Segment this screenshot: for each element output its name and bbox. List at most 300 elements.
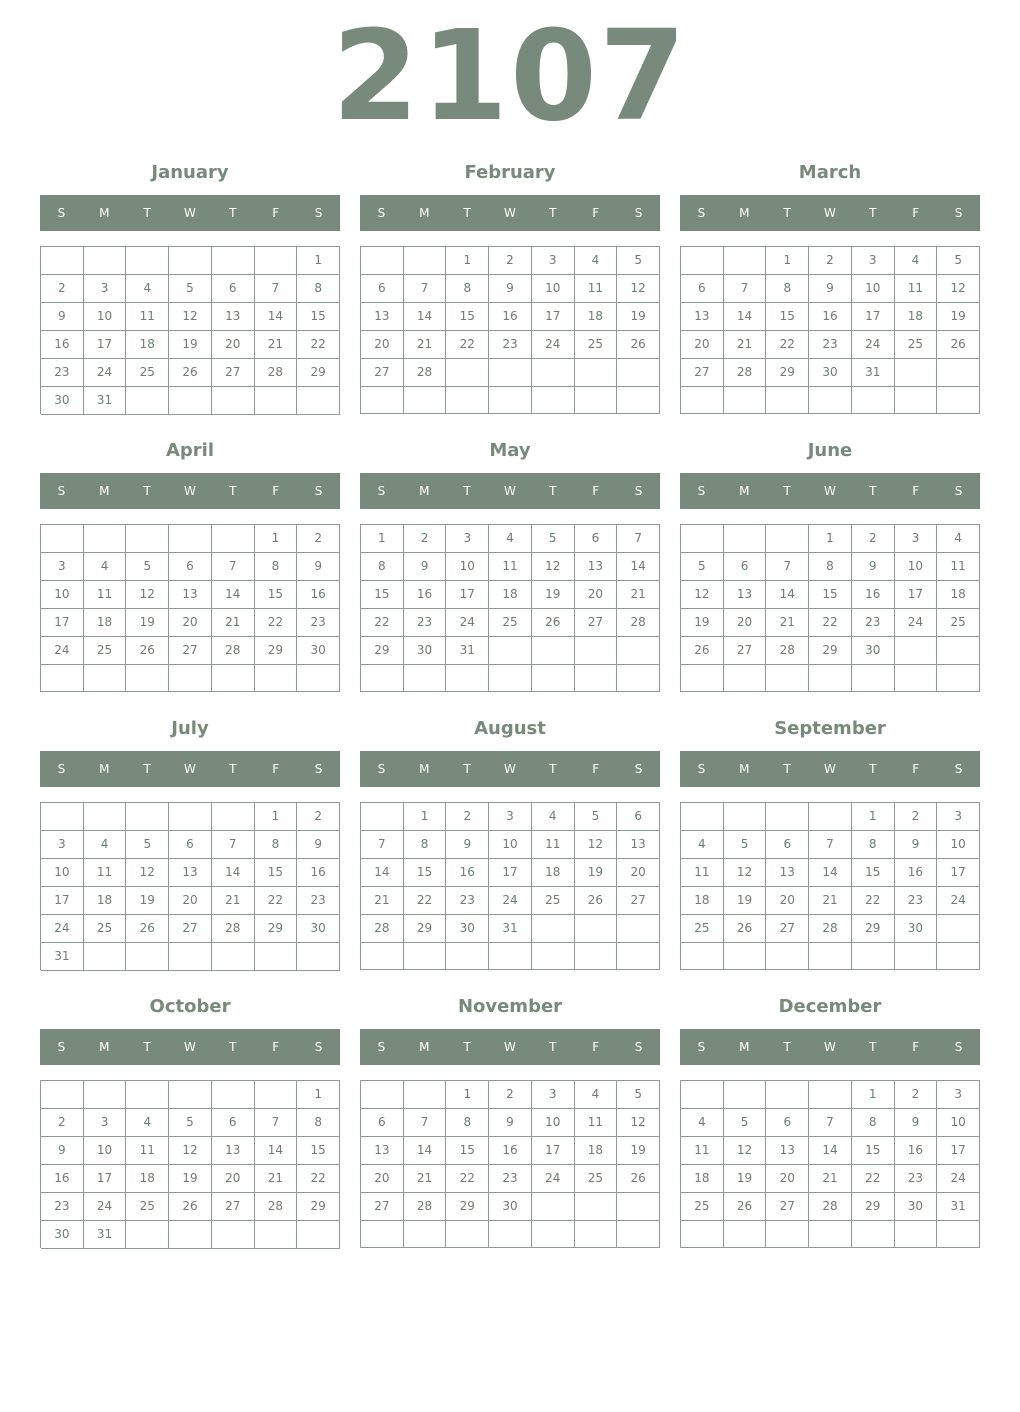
empty-cell xyxy=(681,1081,724,1109)
day-cell: 15 xyxy=(852,859,895,887)
day-cell: 28 xyxy=(212,915,255,943)
day-cell: 14 xyxy=(255,303,298,331)
day-cell: 5 xyxy=(575,803,618,831)
day-cell: 11 xyxy=(489,553,532,581)
weekday-label: F xyxy=(592,762,600,776)
month-name: August xyxy=(474,718,546,739)
day-cell: 4 xyxy=(575,1081,618,1109)
day-cell: 23 xyxy=(41,359,84,387)
day-grid xyxy=(40,802,340,970)
empty-cell xyxy=(255,665,298,692)
day-cell: 10 xyxy=(937,831,980,859)
day-cell: 21 xyxy=(404,331,447,359)
weekday-label: T xyxy=(783,206,791,220)
empty-cell xyxy=(724,665,767,692)
day-grid xyxy=(40,246,340,414)
empty-cell xyxy=(681,247,724,275)
empty-cell xyxy=(575,637,618,665)
day-cell: 1 xyxy=(297,247,340,275)
day-cell: 30 xyxy=(41,1221,84,1249)
empty-cell xyxy=(212,1081,255,1109)
weekday-label: W xyxy=(824,762,836,776)
day-cell: 7 xyxy=(404,275,447,303)
weekday-header xyxy=(360,1029,660,1065)
day-cell: 5 xyxy=(681,553,724,581)
day-cell: 17 xyxy=(489,859,532,887)
day-cell: 24 xyxy=(41,637,84,665)
empty-cell xyxy=(169,665,212,692)
day-cell: 4 xyxy=(575,247,618,275)
day-cell: 19 xyxy=(617,303,660,331)
day-cell: 19 xyxy=(681,609,724,637)
weekday-label: F xyxy=(272,206,280,220)
weekday-label: S xyxy=(697,1040,706,1054)
weekday-label: S xyxy=(954,206,963,220)
weekday-label: T xyxy=(463,1040,471,1054)
empty-cell xyxy=(212,1221,255,1249)
day-cell: 10 xyxy=(84,1137,127,1165)
empty-cell xyxy=(937,359,980,387)
day-cell: 22 xyxy=(255,887,298,915)
empty-cell xyxy=(681,943,724,970)
day-cell: 20 xyxy=(766,1165,809,1193)
day-cell: 3 xyxy=(895,525,938,553)
day-cell: 12 xyxy=(126,581,169,609)
empty-cell xyxy=(489,943,532,970)
day-cell: 26 xyxy=(532,609,575,637)
day-cell: 29 xyxy=(766,359,809,387)
empty-cell xyxy=(255,1081,298,1109)
empty-cell xyxy=(724,1081,767,1109)
empty-cell xyxy=(297,943,340,971)
weekday-label: S xyxy=(314,762,323,776)
day-cell: 17 xyxy=(937,1137,980,1165)
day-cell: 24 xyxy=(937,1165,980,1193)
day-cell: 27 xyxy=(212,359,255,387)
day-cell: 8 xyxy=(361,553,404,581)
day-cell: 18 xyxy=(126,1165,169,1193)
empty-cell xyxy=(169,387,212,415)
day-cell: 27 xyxy=(361,359,404,387)
day-cell: 6 xyxy=(575,525,618,553)
day-cell: 13 xyxy=(361,303,404,331)
empty-cell xyxy=(404,247,447,275)
weekday-label: M xyxy=(739,206,750,220)
empty-cell xyxy=(809,387,852,414)
day-cell: 8 xyxy=(852,831,895,859)
weekday-header xyxy=(360,473,660,509)
day-cell: 10 xyxy=(41,859,84,887)
day-cell: 8 xyxy=(809,553,852,581)
weekday-label: T xyxy=(783,484,791,498)
empty-cell xyxy=(681,665,724,692)
weekday-label: W xyxy=(184,206,196,220)
day-cell: 10 xyxy=(937,1109,980,1137)
day-cell: 9 xyxy=(297,831,340,859)
day-cell: 26 xyxy=(937,331,980,359)
day-cell: 30 xyxy=(446,915,489,943)
day-cell: 15 xyxy=(446,303,489,331)
day-cell: 3 xyxy=(532,1081,575,1109)
day-cell: 8 xyxy=(255,831,298,859)
day-cell: 3 xyxy=(446,525,489,553)
day-cell: 3 xyxy=(937,803,980,831)
day-cell: 13 xyxy=(766,859,809,887)
day-cell: 1 xyxy=(852,803,895,831)
day-cell: 11 xyxy=(681,1137,724,1165)
empty-cell xyxy=(126,247,169,275)
empty-cell xyxy=(724,387,767,414)
empty-cell xyxy=(446,1221,489,1248)
day-cell: 26 xyxy=(169,359,212,387)
day-cell: 18 xyxy=(575,1137,618,1165)
day-cell: 13 xyxy=(681,303,724,331)
day-cell: 13 xyxy=(361,1137,404,1165)
day-cell: 24 xyxy=(446,609,489,637)
weekday-label: S xyxy=(954,762,963,776)
weekday-label: S xyxy=(57,762,66,776)
day-grid xyxy=(680,1080,980,1248)
weekday-header xyxy=(680,473,980,509)
day-cell: 21 xyxy=(361,887,404,915)
empty-cell xyxy=(169,943,212,971)
day-cell: 2 xyxy=(895,1081,938,1109)
day-cell: 30 xyxy=(297,915,340,943)
weekday-label: T xyxy=(229,206,237,220)
weekday-header xyxy=(680,751,980,787)
day-cell: 9 xyxy=(446,831,489,859)
empty-cell xyxy=(809,803,852,831)
day-cell: 16 xyxy=(404,581,447,609)
weekday-label: T xyxy=(229,484,237,498)
day-cell: 16 xyxy=(895,1137,938,1165)
empty-cell xyxy=(212,803,255,831)
day-cell: 26 xyxy=(169,1193,212,1221)
day-cell: 21 xyxy=(809,1165,852,1193)
empty-cell xyxy=(617,943,660,970)
weekday-label: T xyxy=(229,762,237,776)
weekday-label: T xyxy=(783,1040,791,1054)
empty-cell xyxy=(575,915,618,943)
empty-cell xyxy=(489,359,532,387)
empty-cell xyxy=(617,1193,660,1221)
weekday-label: S xyxy=(634,484,643,498)
empty-cell xyxy=(489,637,532,665)
weekday-label: M xyxy=(99,206,110,220)
day-cell: 4 xyxy=(937,525,980,553)
empty-cell xyxy=(575,1193,618,1221)
day-cell: 7 xyxy=(212,831,255,859)
day-cell: 31 xyxy=(84,1221,127,1249)
day-cell: 9 xyxy=(895,1109,938,1137)
day-cell: 24 xyxy=(895,609,938,637)
day-cell: 14 xyxy=(809,859,852,887)
day-cell: 24 xyxy=(41,915,84,943)
day-cell: 13 xyxy=(212,1137,255,1165)
day-cell: 12 xyxy=(937,275,980,303)
empty-cell xyxy=(361,1221,404,1248)
empty-cell xyxy=(84,247,127,275)
day-cell: 7 xyxy=(212,553,255,581)
day-cell: 14 xyxy=(255,1137,298,1165)
day-cell: 23 xyxy=(852,609,895,637)
day-cell: 25 xyxy=(895,331,938,359)
day-cell: 7 xyxy=(361,831,404,859)
day-cell: 27 xyxy=(681,359,724,387)
day-cell: 12 xyxy=(617,275,660,303)
day-cell: 25 xyxy=(937,609,980,637)
weekday-label: T xyxy=(143,762,151,776)
day-cell: 20 xyxy=(575,581,618,609)
day-cell: 25 xyxy=(126,1193,169,1221)
day-cell: 29 xyxy=(852,1193,895,1221)
day-cell: 30 xyxy=(895,915,938,943)
weekday-label: T xyxy=(783,762,791,776)
empty-cell xyxy=(895,1221,938,1248)
empty-cell xyxy=(766,665,809,692)
day-cell: 11 xyxy=(575,1109,618,1137)
day-cell: 11 xyxy=(84,859,127,887)
day-cell: 6 xyxy=(361,275,404,303)
day-cell: 20 xyxy=(361,1165,404,1193)
day-cell: 13 xyxy=(766,1137,809,1165)
empty-cell xyxy=(212,525,255,553)
weekday-label: S xyxy=(314,484,323,498)
empty-cell xyxy=(532,1221,575,1248)
weekday-label: S xyxy=(377,484,386,498)
empty-cell xyxy=(404,943,447,970)
weekday-label: W xyxy=(184,762,196,776)
day-cell: 30 xyxy=(41,387,84,415)
day-cell: 22 xyxy=(446,331,489,359)
day-cell: 27 xyxy=(169,915,212,943)
day-cell: 14 xyxy=(212,859,255,887)
empty-cell xyxy=(297,1221,340,1249)
day-cell: 23 xyxy=(489,331,532,359)
day-cell: 30 xyxy=(895,1193,938,1221)
day-cell: 18 xyxy=(681,887,724,915)
day-cell: 1 xyxy=(446,247,489,275)
day-cell: 10 xyxy=(895,553,938,581)
month-name: November xyxy=(457,996,563,1017)
weekday-label: M xyxy=(419,484,430,498)
day-cell: 25 xyxy=(575,331,618,359)
day-cell: 4 xyxy=(489,525,532,553)
weekday-label: F xyxy=(912,762,920,776)
empty-cell xyxy=(937,387,980,414)
empty-cell xyxy=(361,665,404,692)
empty-cell xyxy=(852,943,895,970)
empty-cell xyxy=(404,387,447,414)
empty-cell xyxy=(575,359,618,387)
day-cell: 6 xyxy=(766,1109,809,1137)
month-name: December xyxy=(778,996,882,1017)
weekday-label: F xyxy=(592,484,600,498)
day-cell: 24 xyxy=(84,359,127,387)
empty-cell xyxy=(126,943,169,971)
empty-cell xyxy=(766,943,809,970)
day-cell: 1 xyxy=(809,525,852,553)
weekday-label: W xyxy=(824,206,836,220)
month-name: October xyxy=(149,996,231,1017)
day-cell: 22 xyxy=(446,1165,489,1193)
day-cell: 22 xyxy=(255,609,298,637)
day-cell: 1 xyxy=(255,803,298,831)
day-cell: 5 xyxy=(126,553,169,581)
day-cell: 2 xyxy=(489,1081,532,1109)
day-cell: 17 xyxy=(41,887,84,915)
day-cell: 29 xyxy=(809,637,852,665)
empty-cell xyxy=(532,359,575,387)
day-cell: 31 xyxy=(852,359,895,387)
day-cell: 25 xyxy=(681,915,724,943)
day-cell: 19 xyxy=(169,1165,212,1193)
empty-cell xyxy=(169,1081,212,1109)
empty-cell xyxy=(766,525,809,553)
weekday-label: S xyxy=(954,484,963,498)
empty-cell xyxy=(766,387,809,414)
day-cell: 21 xyxy=(809,887,852,915)
day-cell: 14 xyxy=(766,581,809,609)
empty-cell xyxy=(404,1081,447,1109)
day-cell: 18 xyxy=(681,1165,724,1193)
day-cell: 18 xyxy=(84,887,127,915)
weekday-label: W xyxy=(824,484,836,498)
day-cell: 11 xyxy=(895,275,938,303)
weekday-label: S xyxy=(57,1040,66,1054)
day-cell: 6 xyxy=(212,1109,255,1137)
weekday-label: T xyxy=(549,206,557,220)
day-cell: 1 xyxy=(361,525,404,553)
month-name: July xyxy=(171,718,209,739)
weekday-label: S xyxy=(377,206,386,220)
day-cell: 1 xyxy=(446,1081,489,1109)
day-cell: 28 xyxy=(809,915,852,943)
day-cell: 24 xyxy=(852,331,895,359)
day-cell: 23 xyxy=(809,331,852,359)
month-name: May xyxy=(489,440,531,461)
day-cell: 8 xyxy=(297,275,340,303)
day-cell: 15 xyxy=(766,303,809,331)
day-cell: 16 xyxy=(852,581,895,609)
day-cell: 6 xyxy=(766,831,809,859)
day-cell: 13 xyxy=(212,303,255,331)
day-cell: 11 xyxy=(126,303,169,331)
day-cell: 17 xyxy=(446,581,489,609)
day-cell: 12 xyxy=(126,859,169,887)
day-cell: 28 xyxy=(404,1193,447,1221)
day-cell: 2 xyxy=(446,803,489,831)
day-cell: 6 xyxy=(617,803,660,831)
day-cell: 23 xyxy=(489,1165,532,1193)
weekday-label: M xyxy=(739,1040,750,1054)
day-cell: 19 xyxy=(532,581,575,609)
empty-cell xyxy=(809,665,852,692)
empty-cell xyxy=(766,1221,809,1248)
day-cell: 20 xyxy=(617,859,660,887)
weekday-label: F xyxy=(272,1040,280,1054)
weekday-label: W xyxy=(824,1040,836,1054)
empty-cell xyxy=(126,387,169,415)
day-cell: 20 xyxy=(212,331,255,359)
day-cell: 17 xyxy=(532,303,575,331)
empty-cell xyxy=(489,1221,532,1248)
day-cell: 28 xyxy=(724,359,767,387)
empty-cell xyxy=(617,637,660,665)
weekday-label: W xyxy=(504,484,516,498)
day-cell: 9 xyxy=(809,275,852,303)
empty-cell xyxy=(41,247,84,275)
empty-cell xyxy=(446,665,489,692)
day-cell: 2 xyxy=(895,803,938,831)
day-cell: 12 xyxy=(681,581,724,609)
empty-cell xyxy=(169,1221,212,1249)
day-grid xyxy=(680,524,980,692)
weekday-label: F xyxy=(272,484,280,498)
weekday-label: S xyxy=(697,484,706,498)
day-cell: 17 xyxy=(84,331,127,359)
day-cell: 19 xyxy=(126,609,169,637)
day-cell: 14 xyxy=(724,303,767,331)
day-cell: 26 xyxy=(617,331,660,359)
day-cell: 5 xyxy=(617,247,660,275)
day-cell: 1 xyxy=(766,247,809,275)
day-cell: 15 xyxy=(255,581,298,609)
day-cell: 14 xyxy=(617,553,660,581)
day-cell: 16 xyxy=(446,859,489,887)
day-cell: 29 xyxy=(852,915,895,943)
day-cell: 29 xyxy=(255,637,298,665)
day-cell: 11 xyxy=(575,275,618,303)
weekday-label: S xyxy=(634,1040,643,1054)
day-cell: 29 xyxy=(361,637,404,665)
empty-cell xyxy=(126,525,169,553)
day-grid xyxy=(360,524,660,692)
day-cell: 10 xyxy=(532,275,575,303)
weekday-label: M xyxy=(419,206,430,220)
day-cell: 25 xyxy=(84,915,127,943)
day-cell: 8 xyxy=(852,1109,895,1137)
day-cell: 15 xyxy=(446,1137,489,1165)
day-cell: 3 xyxy=(937,1081,980,1109)
weekday-label: T xyxy=(869,484,877,498)
day-cell: 30 xyxy=(404,637,447,665)
day-cell: 29 xyxy=(297,359,340,387)
day-cell: 23 xyxy=(41,1193,84,1221)
weekday-label: F xyxy=(912,484,920,498)
day-cell: 2 xyxy=(41,1109,84,1137)
day-cell: 20 xyxy=(169,887,212,915)
day-grid xyxy=(360,246,660,414)
day-cell: 3 xyxy=(532,247,575,275)
weekday-header xyxy=(360,751,660,787)
day-cell: 31 xyxy=(446,637,489,665)
day-cell: 22 xyxy=(852,887,895,915)
month-name: February xyxy=(464,162,556,183)
day-cell: 15 xyxy=(852,1137,895,1165)
day-cell: 19 xyxy=(169,331,212,359)
empty-cell xyxy=(532,915,575,943)
empty-cell xyxy=(681,1221,724,1248)
empty-cell xyxy=(681,387,724,414)
day-cell: 26 xyxy=(724,915,767,943)
day-cell: 8 xyxy=(255,553,298,581)
day-cell: 22 xyxy=(404,887,447,915)
empty-cell xyxy=(84,665,127,692)
day-cell: 9 xyxy=(41,303,84,331)
day-cell: 27 xyxy=(361,1193,404,1221)
day-cell: 20 xyxy=(212,1165,255,1193)
